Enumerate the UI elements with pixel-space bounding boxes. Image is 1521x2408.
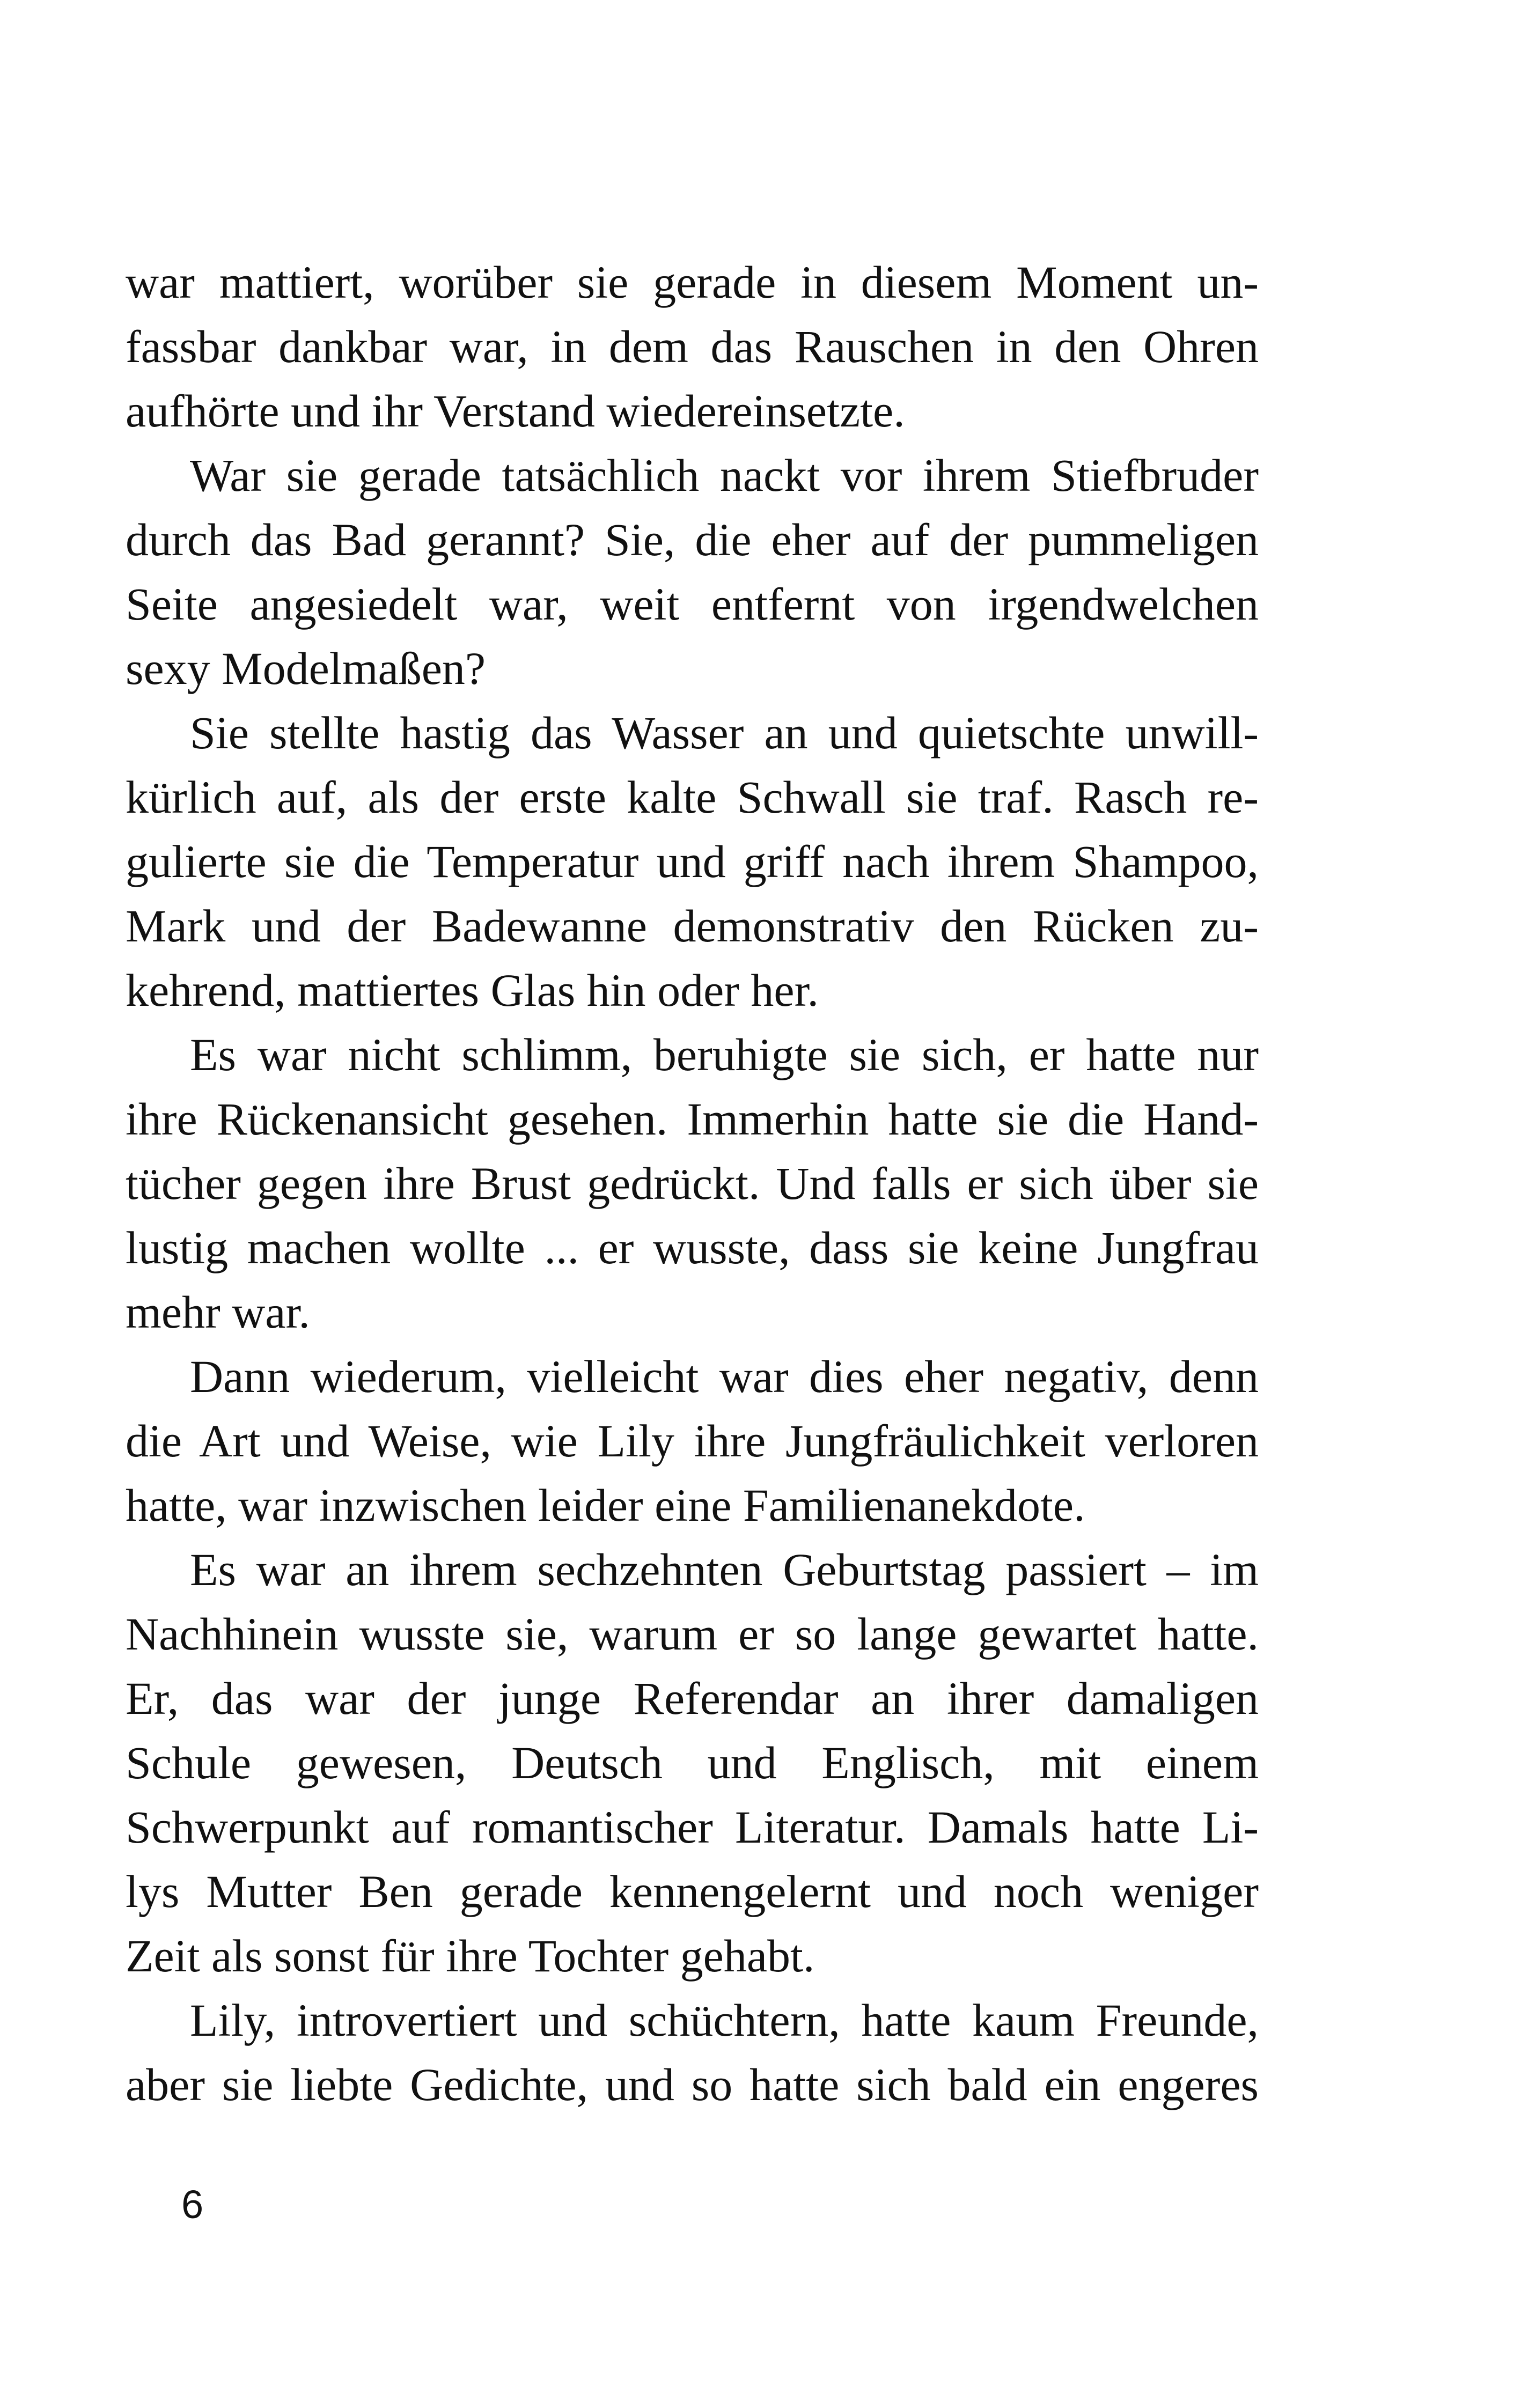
text-line: Schwerpunkt auf romantischer Literatur. Damals hatte Li- [126,1801,1259,1853]
text-line: ihre Rückenansicht gesehen. Immerhin hatte sie die Hand- [126,1093,1259,1145]
text-line: mehr war. [126,1286,310,1338]
text-line: aufhörte und ihr Verstand wiedereinsetzte. [126,385,905,437]
text-line: Es war an ihrem sechzehnten Geburtstag passiert – im [190,1544,1259,1595]
text-line: lustig machen wollte ... er wusste, dass sie keine Jungfrau [126,1222,1259,1273]
text-line: durch das Bad gerannt? Sie, die eher auf der pummeligen [126,514,1259,565]
text-line: kehrend, mattiertes Glas hin oder her. [126,964,819,1016]
text-line: fassbar dankbar war, in dem das Rauschen in den Ohren [126,321,1259,372]
text-line: Sie stellte hastig das Wasser an und quietschte unwill- [190,707,1259,759]
text-line: gulierte sie die Temperatur und griff nach ihrem Shampoo, [126,836,1259,887]
page-number: 6 [181,2182,204,2227]
text-line: Mark und der Badewanne demonstrativ den Rücken zu- [126,900,1259,952]
text-line: War sie gerade tatsächlich nackt vor ihrem Stiefbruder [190,450,1259,501]
body-text [126,250,1259,2117]
text-line: Es war nicht schlimm, beruhigte sie sich, er hatte nur [190,1029,1259,1080]
text-line: war mattiert, worüber sie gerade in diesem Moment un- [126,256,1259,308]
text-line: Seite angesiedelt war, weit entfernt von irgendwelchen [126,578,1259,630]
text-line: Zeit als sonst für ihre Tochter gehabt. [126,1930,815,1982]
text-line: Dann wiederum, vielleicht war dies eher negativ, denn [190,1351,1259,1402]
text-line: kürlich auf, als der erste kalte Schwall sie traf. Rasch re- [126,771,1259,823]
text-line: hatte, war inzwischen leider eine Familienanekdote. [126,1479,1085,1531]
text-line: lys Mutter Ben gerade kennengelernt und noch weniger [126,1866,1259,1917]
text-line: sexy Modelmaßen? [126,643,486,694]
text-line: Er, das war der junge Referendar an ihrer damaligen [126,1673,1259,1724]
text-line: Nachhinein wusste sie, warum er so lange gewartet hatte. [126,1608,1259,1660]
text-line: Lily, introvertiert und schüchtern, hatte kaum Freunde, [190,1994,1259,2046]
text-line: tücher gegen ihre Brust gedrückt. Und falls er sich über sie [126,1158,1259,1209]
text-line: die Art und Weise, wie Lily ihre Jungfräulichkeit verloren [126,1415,1259,1467]
text-line: aber sie liebte Gedichte, und so hatte sich bald ein engeres [126,2059,1259,2110]
text-line: Schule gewesen, Deutsch und Englisch, mit einem [126,1737,1259,1788]
